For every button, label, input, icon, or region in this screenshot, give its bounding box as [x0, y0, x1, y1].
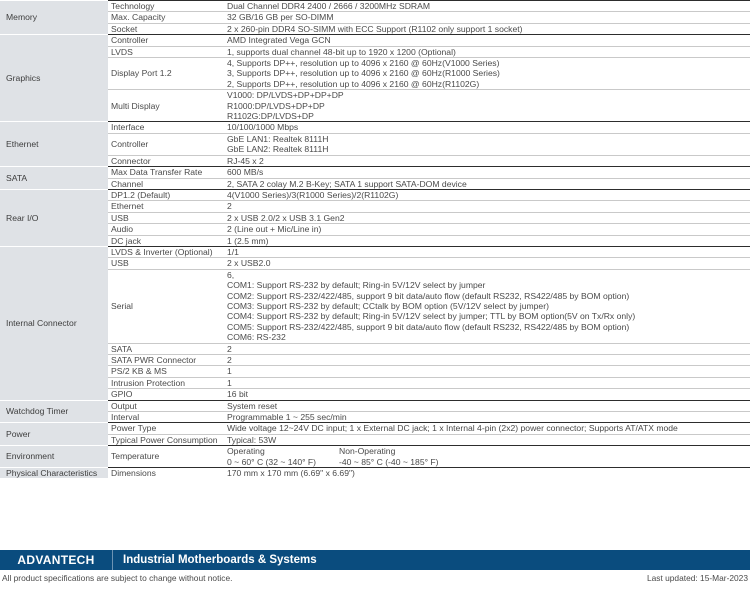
banner-title: Industrial Motherboards & Systems: [123, 554, 317, 566]
value-cell: [224, 133, 750, 155]
operating-value: Operating: [227, 446, 265, 457]
feature-cell: Socket: [108, 23, 224, 34]
feature-cell: Technology: [108, 1, 224, 12]
value-cell: [224, 258, 750, 269]
value-cell: [224, 355, 750, 366]
value-cell: [224, 189, 750, 200]
feature-cell: Dimensions: [108, 468, 224, 479]
spec-row: [0, 235, 750, 246]
feature-cell: Multi Display: [108, 90, 224, 122]
spec-row: [0, 366, 750, 377]
value-line: AMD Integrated Vega GCN: [227, 35, 331, 46]
feature-cell: Power Type: [108, 423, 224, 434]
feature-cell: SATA PWR Connector: [108, 355, 224, 366]
value-cell: [224, 122, 750, 133]
value-cell: [224, 423, 750, 434]
value-line: V1000: DP/LVDS+DP+DP+DP: [227, 90, 344, 101]
value-line: 3, Supports DP++, resolution up to 4096 x 2160 @ 60Hz(R1000 Series): [227, 68, 500, 79]
feature-cell: Max. Capacity: [108, 12, 224, 23]
feature-cell: USB: [108, 258, 224, 269]
value-cell: [224, 12, 750, 23]
spec-row: [0, 12, 750, 23]
spec-row: [0, 46, 750, 57]
non-operating-value: Non-Operating: [339, 446, 396, 457]
category-cell: Power: [0, 423, 108, 446]
value-cell: [224, 366, 750, 377]
value-line: Typical: 53W: [227, 434, 277, 445]
value-cell: [224, 1, 750, 12]
category-cell: Memory: [0, 1, 108, 35]
value-line: 10/100/1000 Mbps: [227, 122, 299, 133]
category-cell: Internal Connector: [0, 246, 108, 400]
spec-row: [0, 412, 750, 423]
value-cell: [224, 446, 750, 468]
value-line: 600 MB/s: [227, 167, 264, 178]
value-line: R1000:DP/LVDS+DP+DP: [227, 100, 325, 111]
value-line: 1/1: [227, 246, 239, 257]
value-pair: [227, 457, 747, 467]
value-line: 6,: [227, 269, 235, 280]
value-cell: [224, 269, 750, 343]
value-line: 4(V1000 Series)/3(R1000 Series)/2(R1102G): [227, 189, 399, 200]
spec-row: [0, 133, 750, 155]
value-cell: [224, 155, 750, 166]
value-cell: [224, 46, 750, 57]
value-cell: [224, 389, 750, 400]
value-line: 2, Supports DP++, resolution up to 4096 x 2160 @ 60Hz(R1102G): [227, 78, 480, 89]
feature-cell: Audio: [108, 224, 224, 235]
spec-row: [0, 246, 750, 257]
value-line: 1 (2.5 mm): [227, 235, 269, 246]
spec-row: [0, 201, 750, 212]
feature-cell: PS/2 KB & MS: [108, 366, 224, 377]
value-line: GbE LAN1: Realtek 8111H: [227, 133, 329, 144]
spec-row: [0, 400, 750, 411]
feature-cell: SATA: [108, 343, 224, 354]
disclaimer-text: All product specifications are subject to change without notice.: [2, 573, 233, 583]
value-line: 2 x USB2.0: [227, 258, 271, 269]
value-line: GbE LAN2: Realtek 8111H: [227, 144, 329, 155]
value-line: 1, supports dual channel 48-bit up to 1920 x 1200 (Optional): [227, 46, 456, 57]
value-line: 2 (Line out + Mic/Line in): [227, 224, 322, 235]
feature-cell: LVDS: [108, 46, 224, 57]
value-cell: [224, 434, 750, 445]
category-cell: Rear I/O: [0, 189, 108, 246]
value-line: RJ-45 x 2: [227, 155, 264, 166]
value-line: 16 bit: [227, 389, 249, 400]
value-line: COM1: Support RS-232 by default; Ring-in 5V/12V select by jumper: [227, 280, 486, 291]
non-operating-value: -40 ~ 85° C (-40 ~ 185° F): [339, 456, 439, 467]
operating-value: 0 ~ 60° C (32 ~ 140° F): [227, 456, 317, 467]
feature-cell: Typical Power Consumption: [108, 434, 224, 445]
feature-cell: Serial: [108, 269, 224, 343]
feature-cell: Ethernet: [108, 201, 224, 212]
value-cell: [224, 167, 750, 178]
advantech-logo: ADVANTECH: [0, 550, 113, 570]
last-updated-text: Last updated: 15-Mar-2023: [646, 573, 748, 583]
value-line: COM4: Support RS-232 by default; Ring-in 5V/12V select by jumper; TTL by BOM option(5V on Tx/Rx only): [227, 311, 636, 322]
value-cell: [224, 468, 750, 479]
feature-cell: Controller: [108, 35, 224, 46]
feature-cell: LVDS & Inverter (Optional): [108, 246, 224, 257]
feature-cell: Display Port 1.2: [108, 58, 224, 90]
value-line: 4, Supports DP++, resolution up to 4096 x 2160 @ 60Hz(V1000 Series): [227, 58, 500, 69]
category-cell: Watchdog Timer: [0, 400, 108, 423]
value-cell: [224, 23, 750, 34]
value-pair: [227, 446, 747, 456]
category-cell: Ethernet: [0, 122, 108, 167]
value-line: COM5: Support RS-232/422/485, support 9 bit data/auto flow (default RS232, RS422/485 by BOM option): [227, 321, 630, 332]
feature-cell: GPIO: [108, 389, 224, 400]
feature-cell: DP1.2 (Default): [108, 189, 224, 200]
spec-row: [0, 155, 750, 166]
value-line: 2 x USB 2.0/2 x USB 3.1 Gen2: [227, 212, 345, 223]
spec-row: [0, 122, 750, 133]
feature-cell: DC jack: [108, 235, 224, 246]
value-line: 32 GB/16 GB per SO-DIMM: [227, 12, 334, 23]
value-cell: [224, 235, 750, 246]
spec-row: [0, 343, 750, 354]
feature-cell: Intrusion Protection: [108, 377, 224, 388]
spec-row: [0, 23, 750, 34]
value-cell: [224, 343, 750, 354]
spec-row: [0, 423, 750, 434]
category-cell: SATA: [0, 167, 108, 190]
value-line: 2, SATA 2 colay M.2 B-Key; SATA 1 support SATA-DOM device: [227, 178, 467, 189]
feature-cell: Output: [108, 400, 224, 411]
value-line: 1: [227, 366, 232, 377]
category-cell: Physical Characteristics: [0, 468, 108, 479]
spec-row: [0, 446, 750, 468]
feature-cell: Max Data Transfer Rate: [108, 167, 224, 178]
value-line: Wide voltage 12~24V DC input; 1 x External DC jack; 1 x Internal 4-pin (2x2) power connector; Supports AT/ATX mode: [227, 423, 678, 434]
spec-row: [0, 58, 750, 90]
value-line: R1102G:DP/LVDS+DP: [227, 111, 314, 122]
value-line: COM6: RS-232: [227, 332, 286, 343]
value-cell: [224, 35, 750, 46]
spec-row: [0, 377, 750, 388]
value-line: 2: [227, 343, 232, 354]
value-line: 1: [227, 377, 232, 388]
footer: [0, 573, 750, 585]
value-cell: [224, 212, 750, 223]
value-line: COM3: Support RS-232 by default; CCtalk by BOM option (5V/12V select by jumper): [227, 300, 549, 311]
value-line: Programmable 1 ~ 255 sec/min: [227, 412, 347, 423]
value-line: 170 mm x 170 mm (6.69" x 6.69"): [227, 468, 355, 479]
spec-row: [0, 355, 750, 366]
spec-row: [0, 389, 750, 400]
feature-cell: Interval: [108, 412, 224, 423]
spec-row: [0, 167, 750, 178]
value-cell: [224, 178, 750, 189]
spec-row: [0, 189, 750, 200]
footer-banner: [0, 550, 750, 570]
feature-cell: Connector: [108, 155, 224, 166]
value-line: System reset: [227, 400, 278, 411]
spec-row: [0, 1, 750, 12]
value-line: COM2: Support RS-232/422/485, support 9 bit data/auto flow (default RS232, RS422/485 by BOM option): [227, 290, 630, 301]
value-cell: [224, 377, 750, 388]
value-cell: [224, 201, 750, 212]
value-cell: [224, 246, 750, 257]
value-line: Dual Channel DDR4 2400 / 2666 / 3200MHz SDRAM: [227, 1, 431, 11]
spec-row: [0, 434, 750, 445]
feature-cell: Interface: [108, 122, 224, 133]
value-cell: [224, 90, 750, 122]
value-line: 2 x 260-pin DDR4 SO-SIMM with ECC Support (R1102 only support 1 socket): [227, 23, 523, 34]
spec-row: [0, 468, 750, 479]
category-cell: Environment: [0, 446, 108, 468]
spec-row: [0, 269, 750, 343]
category-cell: Graphics: [0, 35, 108, 122]
feature-cell: Temperature: [108, 446, 224, 468]
spec-row: [0, 90, 750, 122]
value-line: 2: [227, 201, 232, 212]
spec-row: [0, 35, 750, 46]
spec-row: [0, 224, 750, 235]
feature-cell: Channel: [108, 178, 224, 189]
value-cell: [224, 412, 750, 423]
spec-row: [0, 258, 750, 269]
feature-cell: Controller: [108, 133, 224, 155]
spec-row: [0, 178, 750, 189]
value-cell: [224, 400, 750, 411]
feature-cell: USB: [108, 212, 224, 223]
value-line: 2: [227, 355, 232, 365]
spec-row: [0, 212, 750, 223]
value-cell: [224, 58, 750, 90]
value-cell: [224, 224, 750, 235]
